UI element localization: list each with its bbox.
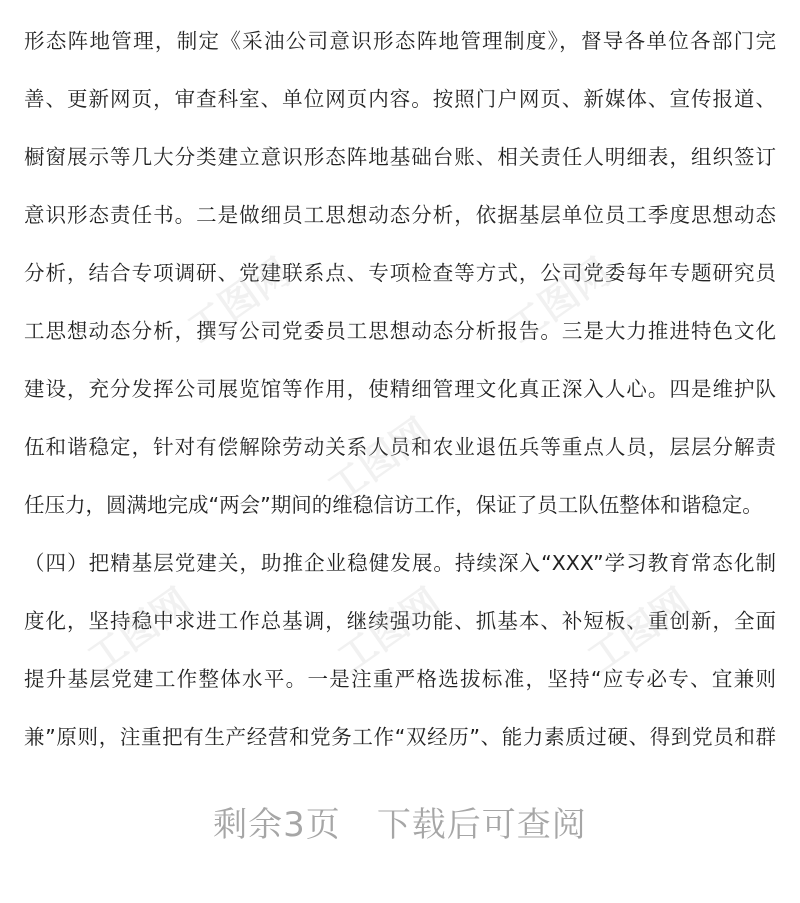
- watermark: 工图网: [319, 409, 439, 512]
- watermark: 工图网: [79, 579, 199, 682]
- section-heading-line: （四）把精基层党建关，助推企业稳健发展。持续深入“XXX”学习教育常态化制: [24, 551, 776, 575]
- remaining-pages-count: 剩余3页: [213, 805, 341, 845]
- paragraph-line: 建设，充分发挥公司展览馆等作用，使精细管理文化真正深入人心。四是维护队: [24, 377, 776, 401]
- paragraph-line: 工思想动态分析，撰写公司党委员工思想动态分析报告。三是大力推进特色文化: [24, 319, 776, 343]
- paragraph-line: 伍和谐稳定，针对有偿解除劳动关系人员和农业退伍兵等重点人员，层层分解责: [24, 435, 776, 459]
- paragraph-line: 善、更新网页，审查科室、单位网页内容。按照门户网页、新媒体、宣传报道、: [24, 87, 776, 111]
- paragraph-line: 意识形态责任书。二是做细员工思想动态分析，依据基层单位员工季度思想动态: [24, 203, 776, 227]
- paragraph-line: 分析，结合专项调研、党建联系点、专项检查等方式，公司党委每年专题研究员: [24, 261, 776, 285]
- watermark: 工图网: [179, 249, 299, 352]
- watermark: 工图网: [579, 579, 699, 682]
- remaining-pages-notice[interactable]: [0, 800, 800, 850]
- paragraph-line: 橱窗展示等几大分类建立意识形态阵地基础台账、相关责任人明细表，组织签订: [24, 145, 776, 169]
- paragraph-line: 提升基层党建工作整体水平。一是注重严格选拔标准，坚持“应专必专、宜兼则: [24, 667, 776, 691]
- paragraph-line: 形态阵地管理，制定《采油公司意识形态阵地管理制度》，督导各单位各部门完: [24, 29, 776, 53]
- watermark: 工图网: [499, 249, 619, 352]
- watermark: 工图网: [329, 579, 449, 682]
- paragraph-line: 兼”原则，注重把有生产经营和党务工作“双经历”、能力素质过硬、得到党员和群: [24, 725, 776, 749]
- paragraph-line: 任压力，圆满地完成“两会”期间的维稳信访工作，保证了员工队伍整体和谐稳定。: [24, 493, 763, 517]
- paragraph-line: 度化，坚持稳中求进工作总基调，继续强功能、抓基本、补短板、重创新，全面: [24, 609, 776, 633]
- download-to-view-text: 下载后可查阅: [376, 805, 587, 845]
